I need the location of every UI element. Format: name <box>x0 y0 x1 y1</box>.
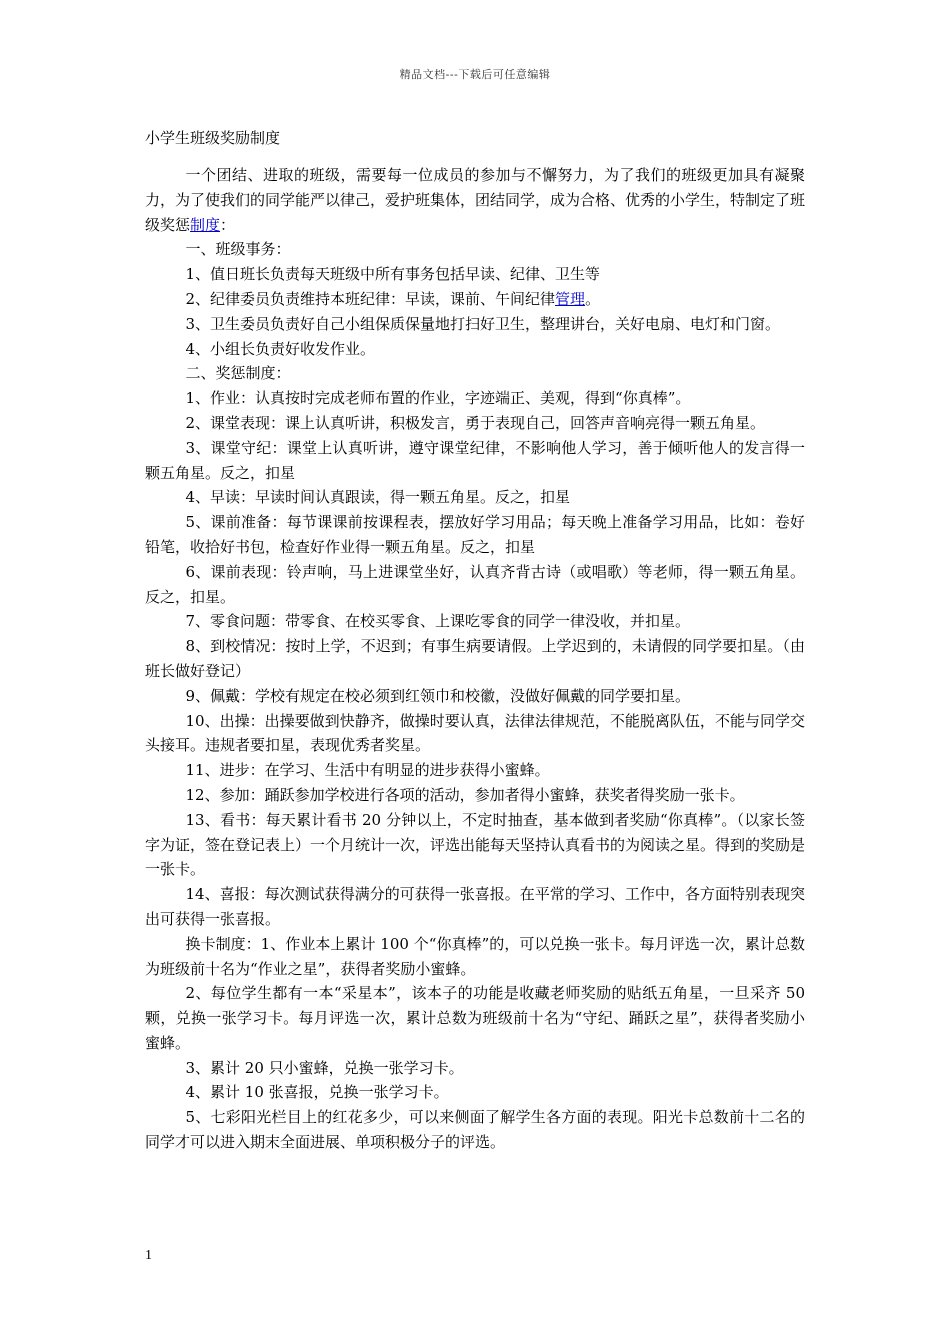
section-heading: 一、班级事务： <box>185 240 291 259</box>
intro-paragraph <box>145 163 805 237</box>
zhidu-link[interactable]: 制度 <box>190 215 221 234</box>
list-item: 2、课堂表现：课上认真听讲，积极发言，勇于表现自己，回答声音响亮得一颗五角星。 <box>185 413 766 432</box>
list-item: 3、课堂守纪：课堂上认真听讲，遵守课堂纪律，不影响他人学习，善于倾听他人的发言得一颗五角星。反之，扣星 <box>145 438 805 482</box>
intro-suffix: ： <box>220 215 236 234</box>
list-item: 5、七彩阳光栏目上的红花多少，可以来侧面了解学生各方面的表现。阳光卡总数前十二名的同学才可以进入期末全面进展、单项积极分子的评选。 <box>145 1108 805 1152</box>
document-title: 小学生班级奖励制度 <box>145 129 281 147</box>
list-item: 3、累计 20 只小蜜蜂，兑换一张学习卡。 <box>185 1058 464 1077</box>
list-item-text: 2、纪律委员负责维持本班纪律：早读，课前、午间纪律 <box>185 289 556 308</box>
list-item: 10、出操：出操要做到快静齐，做操时要认真，法律法律规范，不能脱离队伍，不能与同学交头接耳。违规者要扣星，表现优秀者奖星。 <box>145 711 805 755</box>
list-item: 5、课前准备：每节课课前按课程表，摆放好学习用品；每天晚上准备学习用品，比如：卷好铅笔，收拾好书包，检查好作业得一颗五角星。反之，扣星 <box>145 513 805 556</box>
list-item <box>145 287 805 312</box>
list-item: 6、课前表现：铃声响，马上进课堂坐好，认真齐背古诗（或唱歌）等老师，得一颗五角星。反之，扣星。 <box>145 562 805 606</box>
list-item: 13、看书：每天累计看书 20 分钟以上，不定时抽查，基本做到者奖励“你真棒”。（以家长签字为证，签在登记表上）一个月统计一次，评选出能每天坚持认真看书的为阅读之星。得到的奖励是一张卡。 <box>145 810 806 879</box>
list-item: 8、到校情况：按时上学，不迟到；有事生病要请假。上学迟到的，未请假的同学要扣星。（由班长做好登记） <box>145 637 805 680</box>
page-header: 精品文档---下载后可任意编辑 <box>399 68 551 81</box>
list-item: 12、参加：踊跃参加学校进行各项的活动，参加者得小蜜蜂，获奖者得奖励一张卡。 <box>185 785 745 804</box>
intro-text: 一个团结、进取的班级，需要每一位成员的参加与不懈努力，为了我们的班级更加具有凝聚力，为了使我们的同学能严以律己，爱护班集体，团结同学，成为合格、优秀的小学生，特制定了班级奖惩 <box>145 166 806 234</box>
list-item: 1、作业：认真按时完成老师布置的作业，字迹端正、美观，得到“你真棒”。 <box>185 389 691 408</box>
list-item: 4、早读：早读时间认真跟读，得一颗五角星。反之，扣星 <box>185 488 571 507</box>
list-item: 9、佩戴：学校有规定在校必须到红领巾和校徽，没做好佩戴的同学要扣星。 <box>185 686 691 705</box>
list-item: 11、进步：在学习、生活中有明显的进步获得小蜜蜂。 <box>185 761 550 780</box>
list-item: 4、小组长负责好收发作业。 <box>185 339 376 358</box>
page-number: 1 <box>145 1248 152 1263</box>
list-item: 2、每位学生都有一本“采星本”，该本子的功能是收藏老师奖励的贴纸五角星，一旦采齐 50 颗，兑换一张学习卡。每月评选一次，累计总数为班级前十名为“守纪、踊跃之星”，获得者奖励小蜜蜂。 <box>145 984 805 1052</box>
list-item: 换卡制度：1、作业本上累计 100 个“你真棒”的，可以兑换一张卡。每月评选一次，累计总数为班级前十名为“作业之星”，获得者奖励小蜜蜂。 <box>145 934 805 978</box>
list-item: 7、零食问题：带零食、在校买零食、上课吃零食的同学一律没收，并扣星。 <box>185 612 691 631</box>
document-body <box>145 163 805 1155</box>
guanli-link[interactable]: 管理 <box>555 289 586 308</box>
list-item: 1、值日班长负责每天班级中所有事务包括早读、纪律、卫生等 <box>185 265 601 284</box>
list-item-suffix: 。 <box>585 289 601 308</box>
list-item: 4、累计 10 张喜报，兑换一张学习卡。 <box>185 1083 449 1102</box>
list-item: 3、卫生委员负责好自己小组保质保量地打扫好卫生，整理讲台，关好电扇、电灯和门窗。 <box>185 314 781 333</box>
section-heading: 二、奖惩制度： <box>185 364 291 383</box>
list-item: 14、喜报：每次测试获得满分的可获得一张喜报。在平常的学习、工作中，各方面特别表现突出可获得一张喜报。 <box>145 885 805 928</box>
